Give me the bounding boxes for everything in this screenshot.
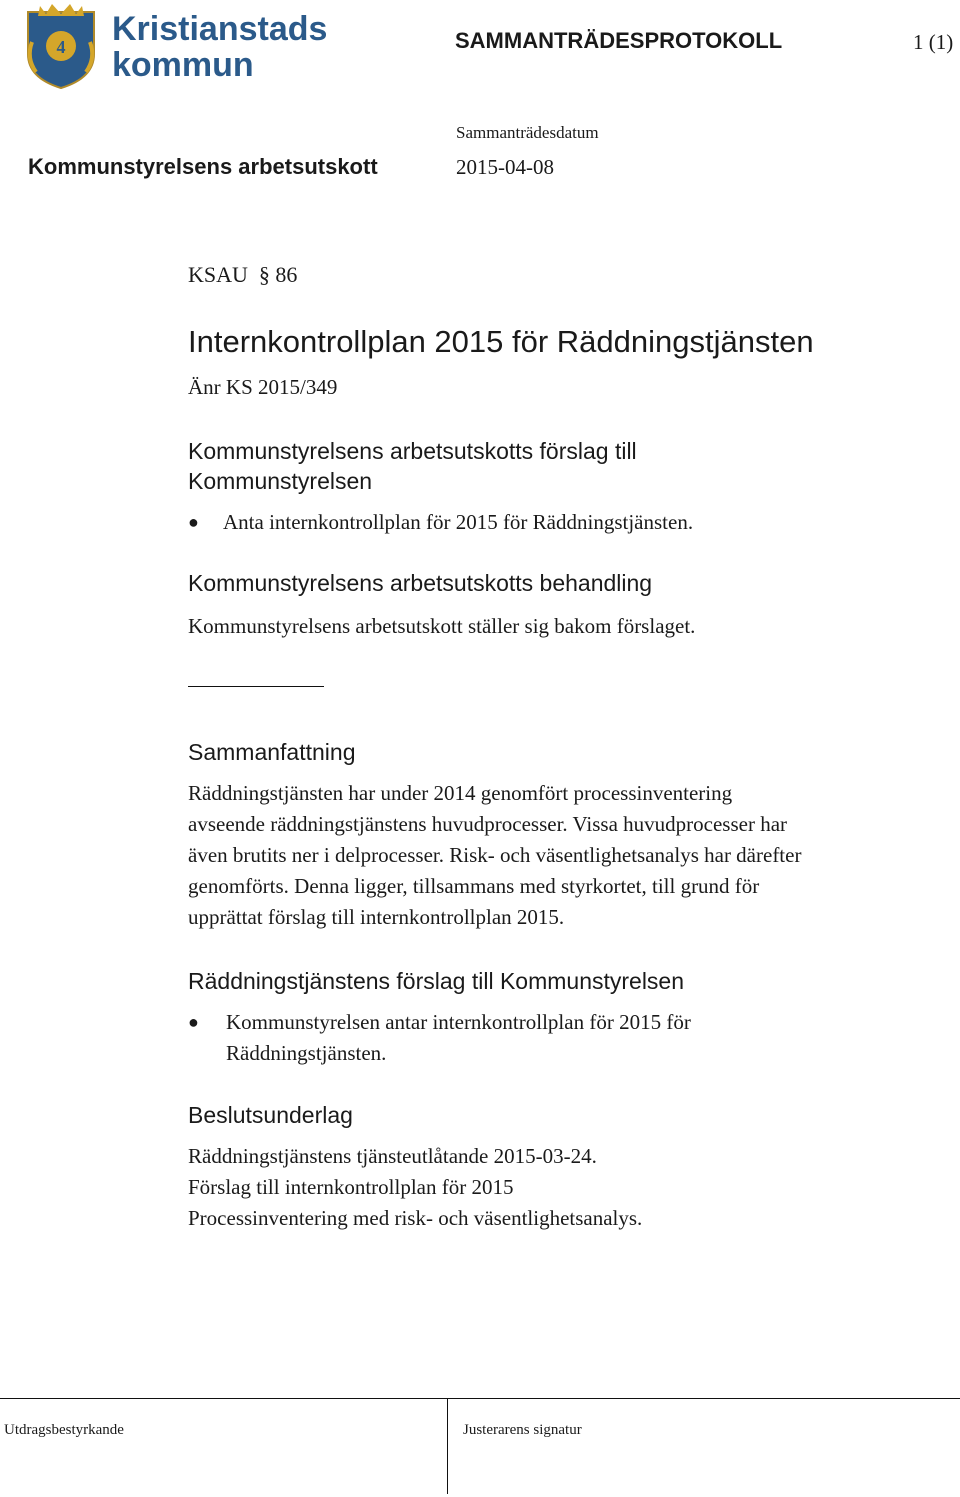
document-type: SAMMANTRÄDESPROTOKOLL — [455, 28, 783, 53]
kristianstad-logo — [22, 2, 328, 90]
proposal-heading-line: Kommunstyrelsens arbetsutskotts förslag till — [188, 438, 637, 464]
organization-name: Kommunstyrelsens arbetsutskott — [28, 154, 378, 179]
proposal-heading-line: Kommunstyrelsen — [188, 468, 373, 494]
treatment-heading: Kommunstyrelsens arbetsutskotts behandling — [188, 570, 653, 596]
proposal-heading — [188, 436, 637, 496]
page-number: 1 (1) — [913, 30, 954, 54]
summary-line: Räddningstjänsten har under 2014 genomfört processinventering — [188, 781, 733, 805]
basis-list — [188, 1141, 642, 1234]
paragraph-reference: KSAU § 86 — [188, 262, 298, 287]
list-item — [188, 1007, 691, 1069]
basis-item: Förslag till internkontrollplan för 2015 — [188, 1175, 514, 1199]
summary-line: upprättat förslag till internkontrollplan 2015. — [188, 905, 565, 929]
list-item — [188, 507, 693, 538]
certification-label: Utdragsbestyrkande — [4, 1422, 124, 1438]
basis-heading: Beslutsunderlag — [188, 1102, 353, 1128]
adjuster-signature-label: Justerarens signatur — [463, 1422, 582, 1438]
logo-text-line1: Kristianstads — [112, 10, 328, 48]
bullet-icon: ● — [188, 1012, 199, 1032]
summary-line: även brutits ner i delprocesser. Risk- och väsentlighetsanalys har därefter — [188, 843, 802, 867]
summary-line: genomförts. Denna ligger, tillsammans med styrkortet, till grund för — [188, 874, 760, 898]
summary-line: avseende räddningstjänstens huvudprocesser. Vissa huvudprocesser har — [188, 812, 788, 836]
treatment-text: Kommunstyrelsens arbetsutskott ställer sig bakom förslaget. — [188, 614, 696, 638]
svg-text:4: 4 — [56, 37, 66, 57]
logo-text-line2: kommun — [112, 46, 254, 84]
summary-paragraph — [188, 778, 801, 933]
footer-rule — [0, 1398, 960, 1399]
meeting-date-label: Sammanträdesdatum — [456, 123, 599, 142]
case-title: Internkontrollplan 2015 för Räddningstjänsten — [188, 324, 814, 359]
basis-item: Processinventering med risk- och väsentlighetsanalys. — [188, 1206, 643, 1230]
summary-heading: Sammanfattning — [188, 739, 356, 765]
case-number: Änr KS 2015/349 — [188, 375, 338, 399]
proposal-list — [188, 507, 693, 538]
list-item-text: Kommunstyrelsen antar internkontrollplan för 2015 för — [226, 1010, 691, 1034]
bullet-icon: ● — [188, 512, 199, 532]
basis-item: Räddningstjänstens tjänsteutlåtande 2015-03-24. — [188, 1144, 597, 1168]
meeting-date-value: 2015-04-08 — [456, 155, 554, 179]
rs-proposal-heading: Räddningstjänstens förslag till Kommunstyrelsen — [188, 968, 685, 994]
footer-divider — [447, 1398, 448, 1494]
rs-proposal-list — [188, 1007, 691, 1069]
list-item-text: Räddningstjänsten. — [226, 1041, 387, 1065]
section-separator — [188, 686, 324, 687]
list-item-text: Anta internkontrollplan för 2015 för Räddningstjänsten. — [223, 510, 694, 534]
coat-of-arms-icon — [28, 4, 94, 88]
